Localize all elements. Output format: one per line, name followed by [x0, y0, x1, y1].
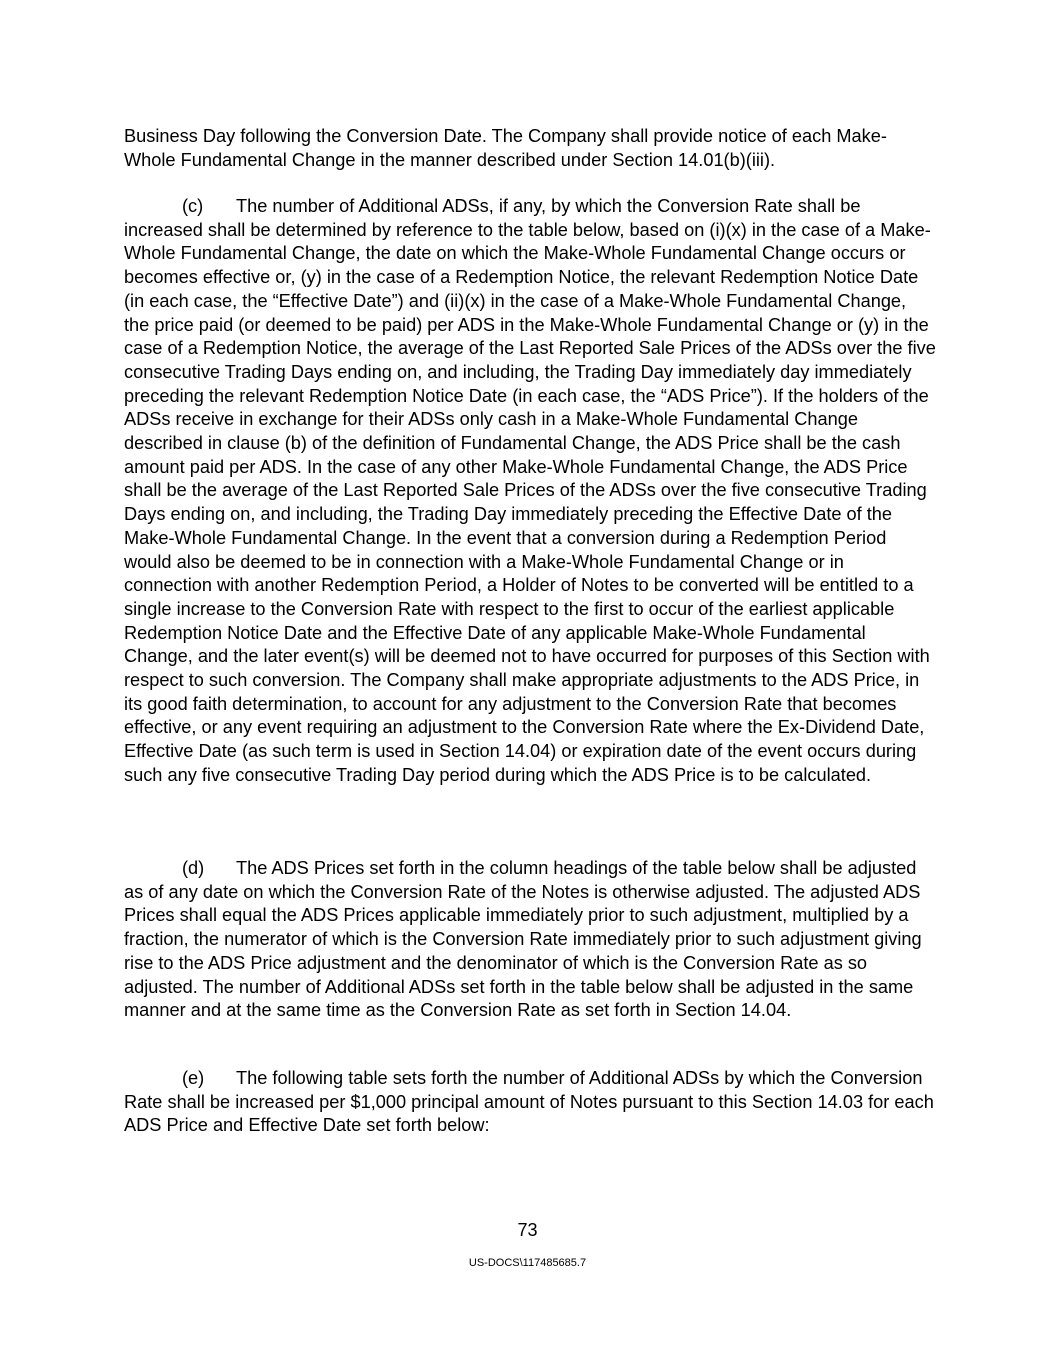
paragraph-e — [124, 1067, 936, 1138]
document-id-footer: US-DOCS\117485685.7 — [468, 1257, 587, 1269]
paragraph-marker-c: (c) — [182, 196, 204, 216]
paragraph-text-e: The following table sets forth the number of Additional ADSs by which the Conversion Rate shall be increased per $1,000 principal amount of Notes pursuant to this Section 14.03 for each ADS Price and Effective Date set forth below: — [124, 1068, 934, 1136]
paragraph-continuation: Business Day following the Conversion Date. The Company shall provide notice of each Make-Whole Fundamental Change in the manner described under Section 14.01(b)(iii). — [124, 126, 887, 170]
paragraph-c — [124, 195, 936, 788]
page-number: 73 — [517, 1220, 538, 1240]
paragraph-d — [124, 857, 936, 1023]
paragraph-text-c: The number of Additional ADSs, if any, by which the Conversion Rate shall be increased shall be determined by reference to the table below, based on (i)(x) in the case of a Make-Whole Fundamental Change, the date on which the Make-Whole Fundamental Change occurs or becomes effective or, (y) in the case of a Redemption Notice, the relevant Redemption Notice Date (in each case, the “Effective Date”) and (ii)(x) in the case of a Make-Whole Fundamental Change, the price paid (or deemed to be paid) per ADS in the Make-Whole Fundamental Change or (y) in the case of a Redemption Notice, the average of the Last Reported Sale Prices of the ADSs over the five consecutive Trading Days ending on, and including, the Trading Day immediately day immediately preceding the relevant Redemption Notice Date (in each case, the “ADS Price”). If the holders of the ADSs receive in exchange for their ADSs only cash in a Make-Whole Fundamental Change described in clause (b) of the definition of Fundamental Change, the ADS Price shall be the cash amount paid per ADS. In the case of any other Make-Whole Fundamental Change, the ADS Price shall be the average of the Last Reported Sale Prices of the ADSs over the five consecutive Trading Days ending on, and including, the Trading Day immediately preceding the Effective Date of the Make-Whole Fundamental Change. In the event that a conversion during a Redemption Period would also be deemed to be in connection with a Make-Whole Fundamental Change or in connection with another Redemption Period, a Holder of Notes to be converted will be entitled to a single increase to the Conversion Rate with respect to the first to occur of the earliest applicable Redemption Notice Date and the Effective Date of any applicable Make-Whole Fundamental Change, and the later event(s) will be deemed not to have occurred for purposes of this Section with respect to such conversion. The Company shall make appropriate adjustments to the ADS Price, in its good faith determination, to account for any adjustment to the Conversion Rate that becomes effective, or any event requiring an adjustment to the Conversion Rate where the Ex-Dividend Date, Effective Date (as such term is used in Section 14.04) or expiration date of the event occurs during such any five consecutive Trading Day period during which the ADS Price is to be calculated. — [124, 196, 936, 785]
paragraph-marker-d: (d) — [182, 858, 205, 878]
paragraph-text-d: The ADS Prices set forth in the column headings of the table below shall be adjusted as of any date on which the Conversion Rate of the Notes is otherwise adjusted. The adjusted ADS Prices shall equal the ADS Prices applicable immediately prior to such adjustment, multiplied by a fraction, the numerator of which is the Conversion Rate immediately prior to such adjustment giving rise to the ADS Price adjustment and the denominator of which is the Conversion Rate as so adjusted. The number of Additional ADSs set forth in the table below shall be adjusted in the same manner and at the same time as the Conversion Rate as set forth in Section 14.04. — [124, 858, 922, 1021]
paragraph-marker-e: (e) — [182, 1068, 205, 1088]
